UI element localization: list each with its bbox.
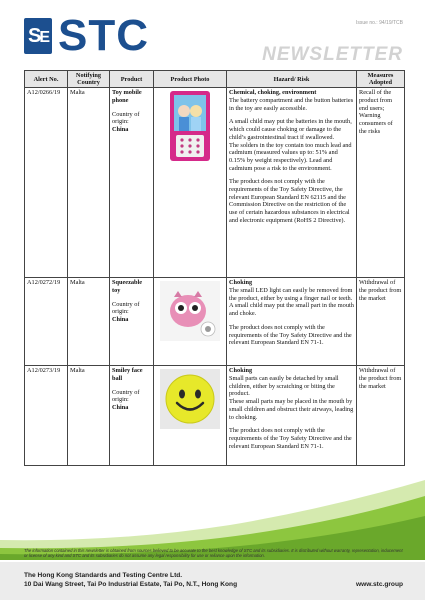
hazard-paragraph: The product does not comply with the requirements of the Toy Safety Directive and the relevant European Standard EN 71-1. — [229, 323, 352, 347]
disclaimer-text: The information contained in this newsletter is obtained from sources believed to be accurate to the best knowledge of STC and its subsidiaries. It is distributed without warranty, representation, inducement or license of any kind and STC and its subsidiaries do not assume any legal responsibility for use or reliance upon the information. — [24, 548, 403, 559]
hazard-paragraph: The solders in the toy contain too much lead and cadmium (measured values up to: 51% and 0.15% by weight respectively). Lead and cadmium pose a risk to the environment. — [229, 141, 352, 172]
header-measures: Measures Adopted — [357, 71, 405, 88]
product-cell — [110, 88, 154, 278]
notifying-country: Malta — [68, 278, 110, 366]
hazard-title: Choking — [229, 367, 253, 375]
product-cell — [110, 366, 154, 466]
hazard-paragraph: The product does not comply with the requirements of the Toy Safety Directive and the relevant European Standard EN 71-1. — [229, 427, 352, 450]
hazard-title: Chemical, choking, environment — [229, 89, 317, 97]
alert-no: A12/0272/19 — [25, 278, 68, 366]
website-link[interactable]: www.stc.group — [355, 581, 403, 588]
product-name: Squeezable toy — [112, 279, 143, 295]
header-photo: Product Photo — [154, 71, 227, 88]
hazard-cell — [227, 366, 357, 466]
hazard-paragraph: A small child may put the batteries in the mouth, which could cause choking or damage to the child’s gastrointestinal tract if swallowed. — [229, 118, 352, 141]
origin-label: Country of origin: — [112, 110, 140, 126]
hazard-paragraph: The small LED light can easily be removed from the product, either by using a finger nail or teeth. A small child may put the small part in the mouth and choke. — [229, 287, 354, 318]
hazard-paragraph: The product does not comply with the requirements of the Toy Safety Directive, the relevant European Standard EN 62115 and the Commission Directive on the restriction of the use of certain hazardous substances in electrical and electronic equipment (RoHS 2 Directive). — [229, 178, 350, 224]
squeezable-toy-photo — [160, 281, 220, 341]
alert-no: A12/0266/19 — [25, 88, 68, 278]
company-address: 10 Dai Wang Street, Tai Po Industrial Estate, Tai Po, N.T., Hong Kong — [24, 581, 238, 588]
product-photo-cell — [154, 88, 227, 278]
header-hazard: Hazard/ Risk — [227, 71, 357, 88]
issue-number: Issue no.: 94/19/TCB — [356, 20, 403, 26]
hazard-paragraph: The battery compartment and the button batteries in the toy are easily accessible. — [229, 97, 354, 112]
table-row — [25, 88, 405, 278]
company-name: The Hong Kong Standards and Testing Centre Ltd. — [24, 572, 183, 579]
toy-phone-photo — [168, 91, 212, 161]
hazard-paragraph: Small parts can easily be detached by small children, either by scratching or biting the product. These small parts may be placed in the mouth by small children and obstruct their airways, leading to choking. — [229, 375, 354, 421]
measures-adopted: Withdrawal of the product from the market — [357, 278, 405, 366]
origin-label: Country of origin: — [112, 388, 140, 404]
notifying-country: Malta — [68, 366, 110, 466]
header-country: Notifying Country — [68, 71, 110, 88]
measures-adopted: Withdrawal of the product from the market — [357, 366, 405, 466]
hazard-cell — [227, 88, 357, 278]
alert-no: A12/0273/19 — [25, 366, 68, 466]
hazard-title: Choking — [229, 279, 253, 287]
origin-country: China — [112, 316, 129, 324]
notifying-country: Malta — [68, 88, 110, 278]
product-name: Toy mobile phone — [112, 89, 142, 105]
newsletter-label: NEWSLETTER — [262, 44, 403, 65]
footer-wave-decoration — [0, 470, 425, 560]
stc-logo-icon: SE — [24, 18, 52, 54]
product-name: Smiley face ball — [112, 367, 143, 383]
product-photo-cell — [154, 366, 227, 466]
table-row — [25, 278, 405, 366]
origin-label: Country of origin: — [112, 300, 140, 316]
header-alert-no: Alert No. — [25, 71, 68, 88]
hazard-cell — [227, 278, 357, 366]
origin-country: China — [112, 404, 129, 412]
stc-logo-text: STC — [58, 11, 149, 60]
product-cell — [110, 278, 154, 366]
table-header-row — [25, 71, 405, 88]
header-product: Product — [110, 71, 154, 88]
product-photo-cell — [154, 278, 227, 366]
smiley-ball-photo — [160, 369, 220, 429]
alerts-table — [24, 70, 405, 466]
origin-country: China — [112, 126, 129, 134]
table-row — [25, 366, 405, 466]
measures-adopted: Recall of the product from end users; Warning consumers of the risks — [357, 88, 405, 278]
